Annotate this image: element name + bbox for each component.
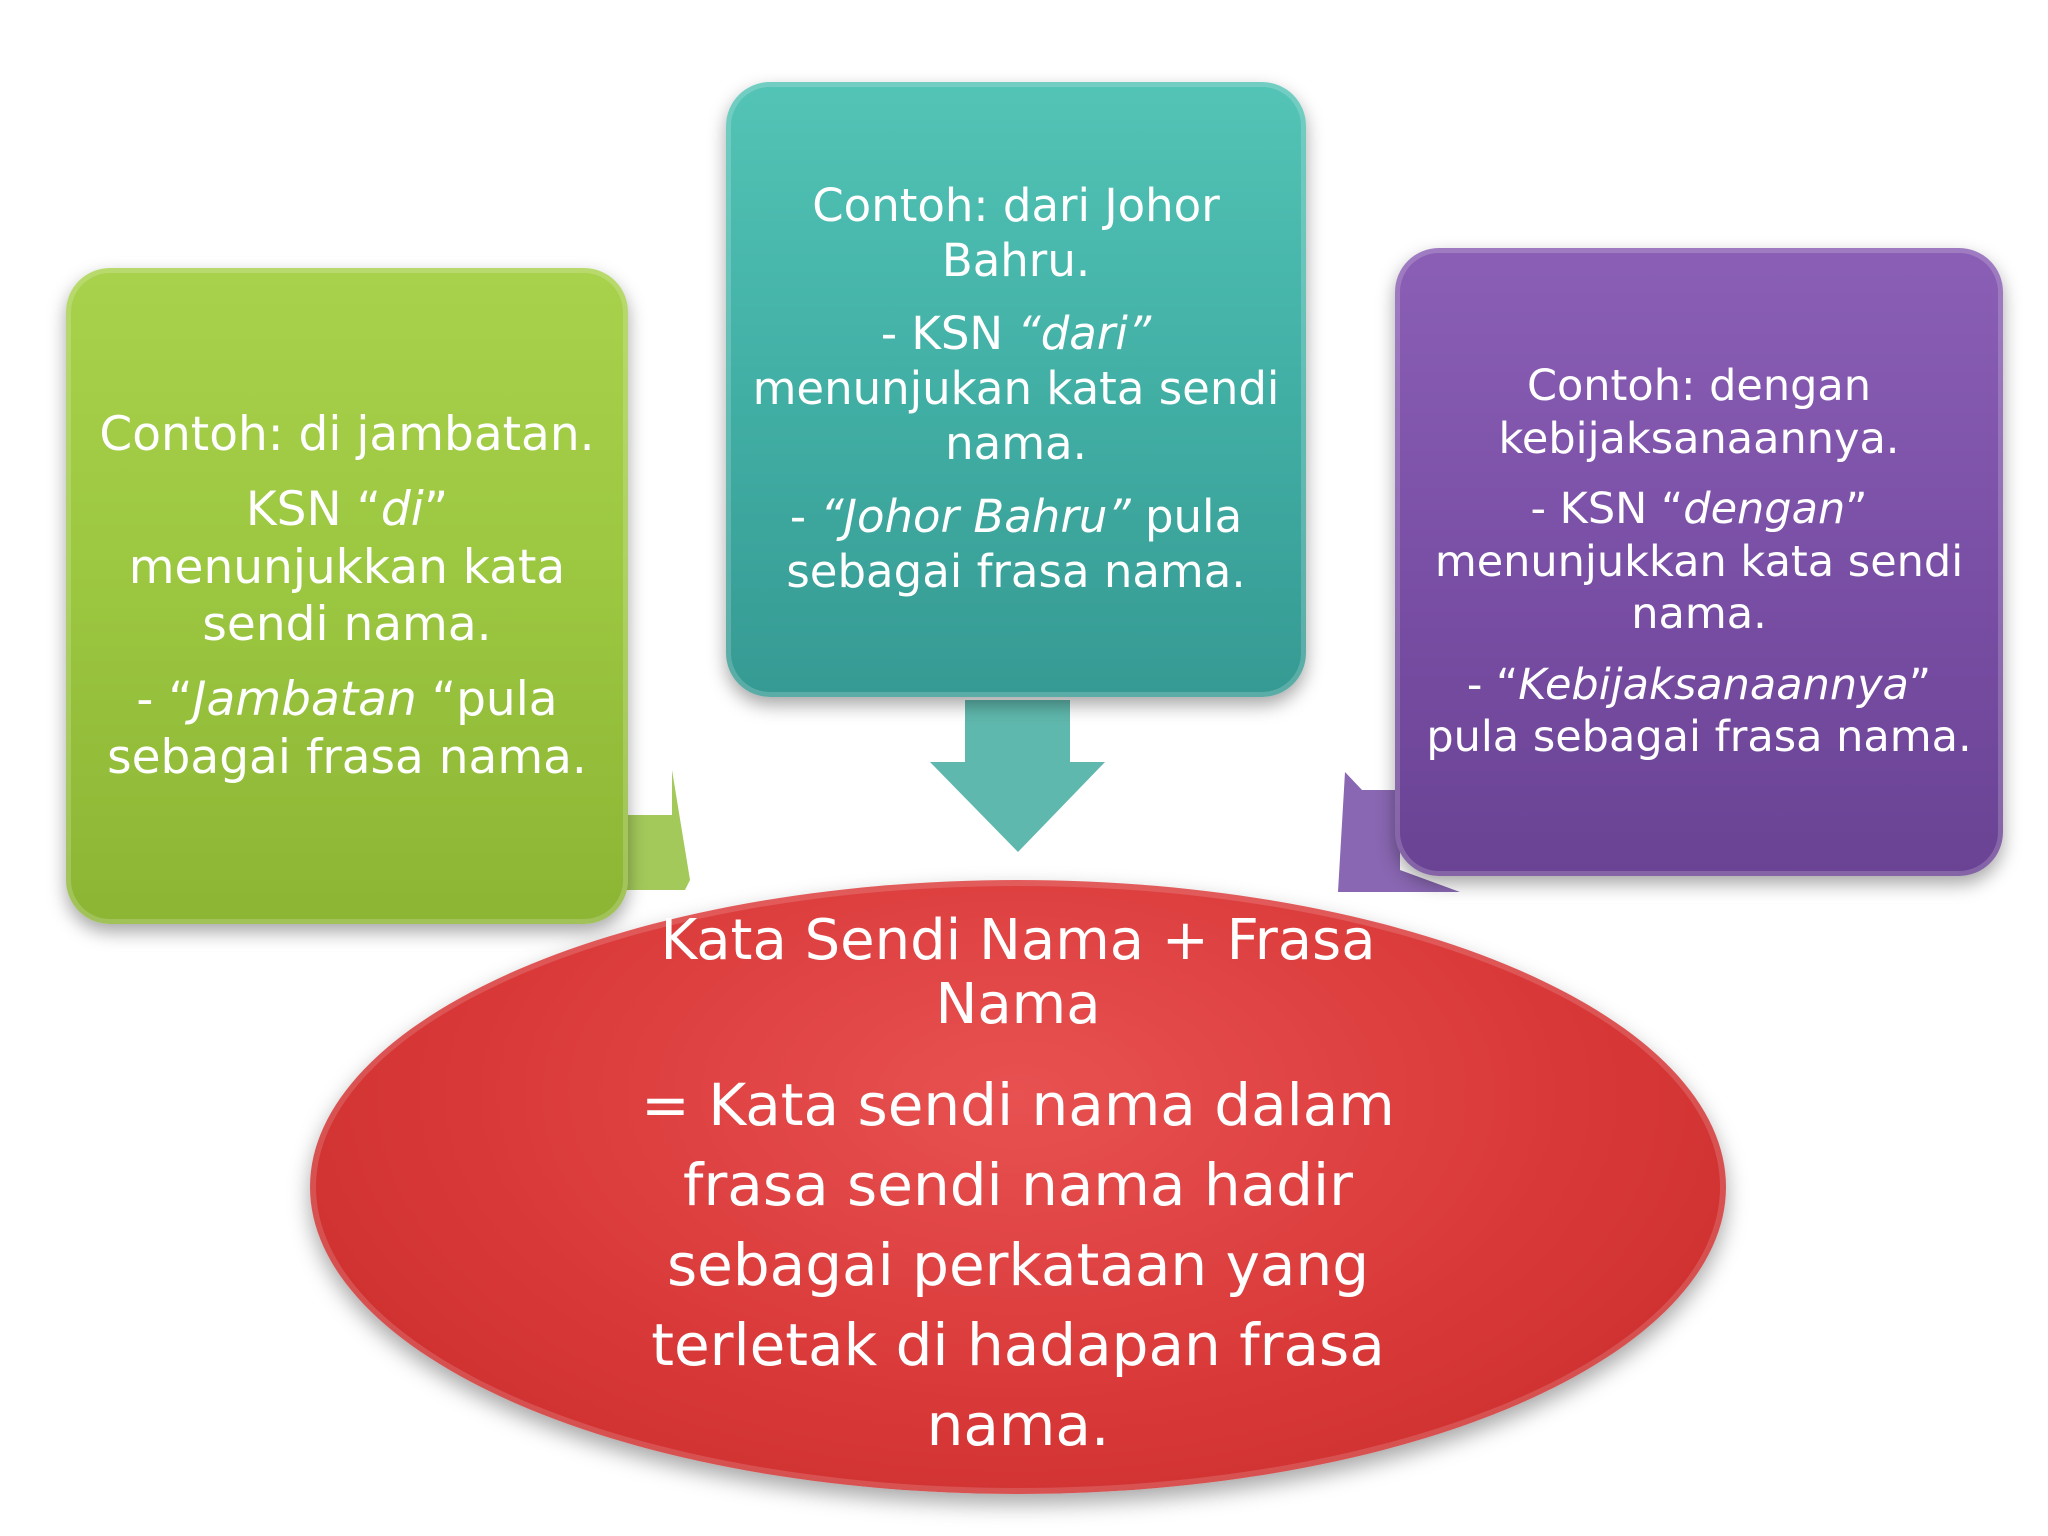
example-phrase-note: - “Jambatan “pula sebagai frasa nama. bbox=[107, 672, 587, 785]
example-box-dengan-kebijaksanaannya bbox=[1395, 248, 2003, 876]
example-box-dari-johor-bahru bbox=[726, 82, 1306, 697]
example-phrase-note: - “Johor Bahru” pula sebagai frasa nama. bbox=[786, 489, 1246, 598]
summary-ellipse bbox=[310, 880, 1726, 1494]
example-box-di-jambatan bbox=[66, 268, 628, 924]
example-explanation: - KSN “dengan” menunjukkan kata sendi nama. bbox=[1434, 484, 1964, 640]
arrow-left bbox=[618, 770, 690, 890]
example-title: Contoh: di jambatan. bbox=[99, 407, 595, 463]
example-explanation: KSN “di” menunjukkan kata sendi nama. bbox=[128, 482, 566, 652]
example-title: Contoh: dengan kebijaksanaannya. bbox=[1498, 361, 1900, 464]
arrow-middle bbox=[930, 700, 1105, 852]
example-title: Contoh: dari Johor Bahru. bbox=[812, 179, 1220, 288]
summary-definition: = Kata sendi nama dalam frasa sendi nama hadir sebagai perkataan yang terletak di hadapan frasa nama. bbox=[641, 1071, 1395, 1460]
example-phrase-note: - “Kebijaksanaannya” pula sebagai frasa nama. bbox=[1426, 659, 1972, 763]
example-explanation: - KSN “dari” menunjukan kata sendi nama. bbox=[752, 307, 1280, 470]
summary-title: Kata Sendi Nama + Frasa Nama bbox=[660, 907, 1376, 1037]
